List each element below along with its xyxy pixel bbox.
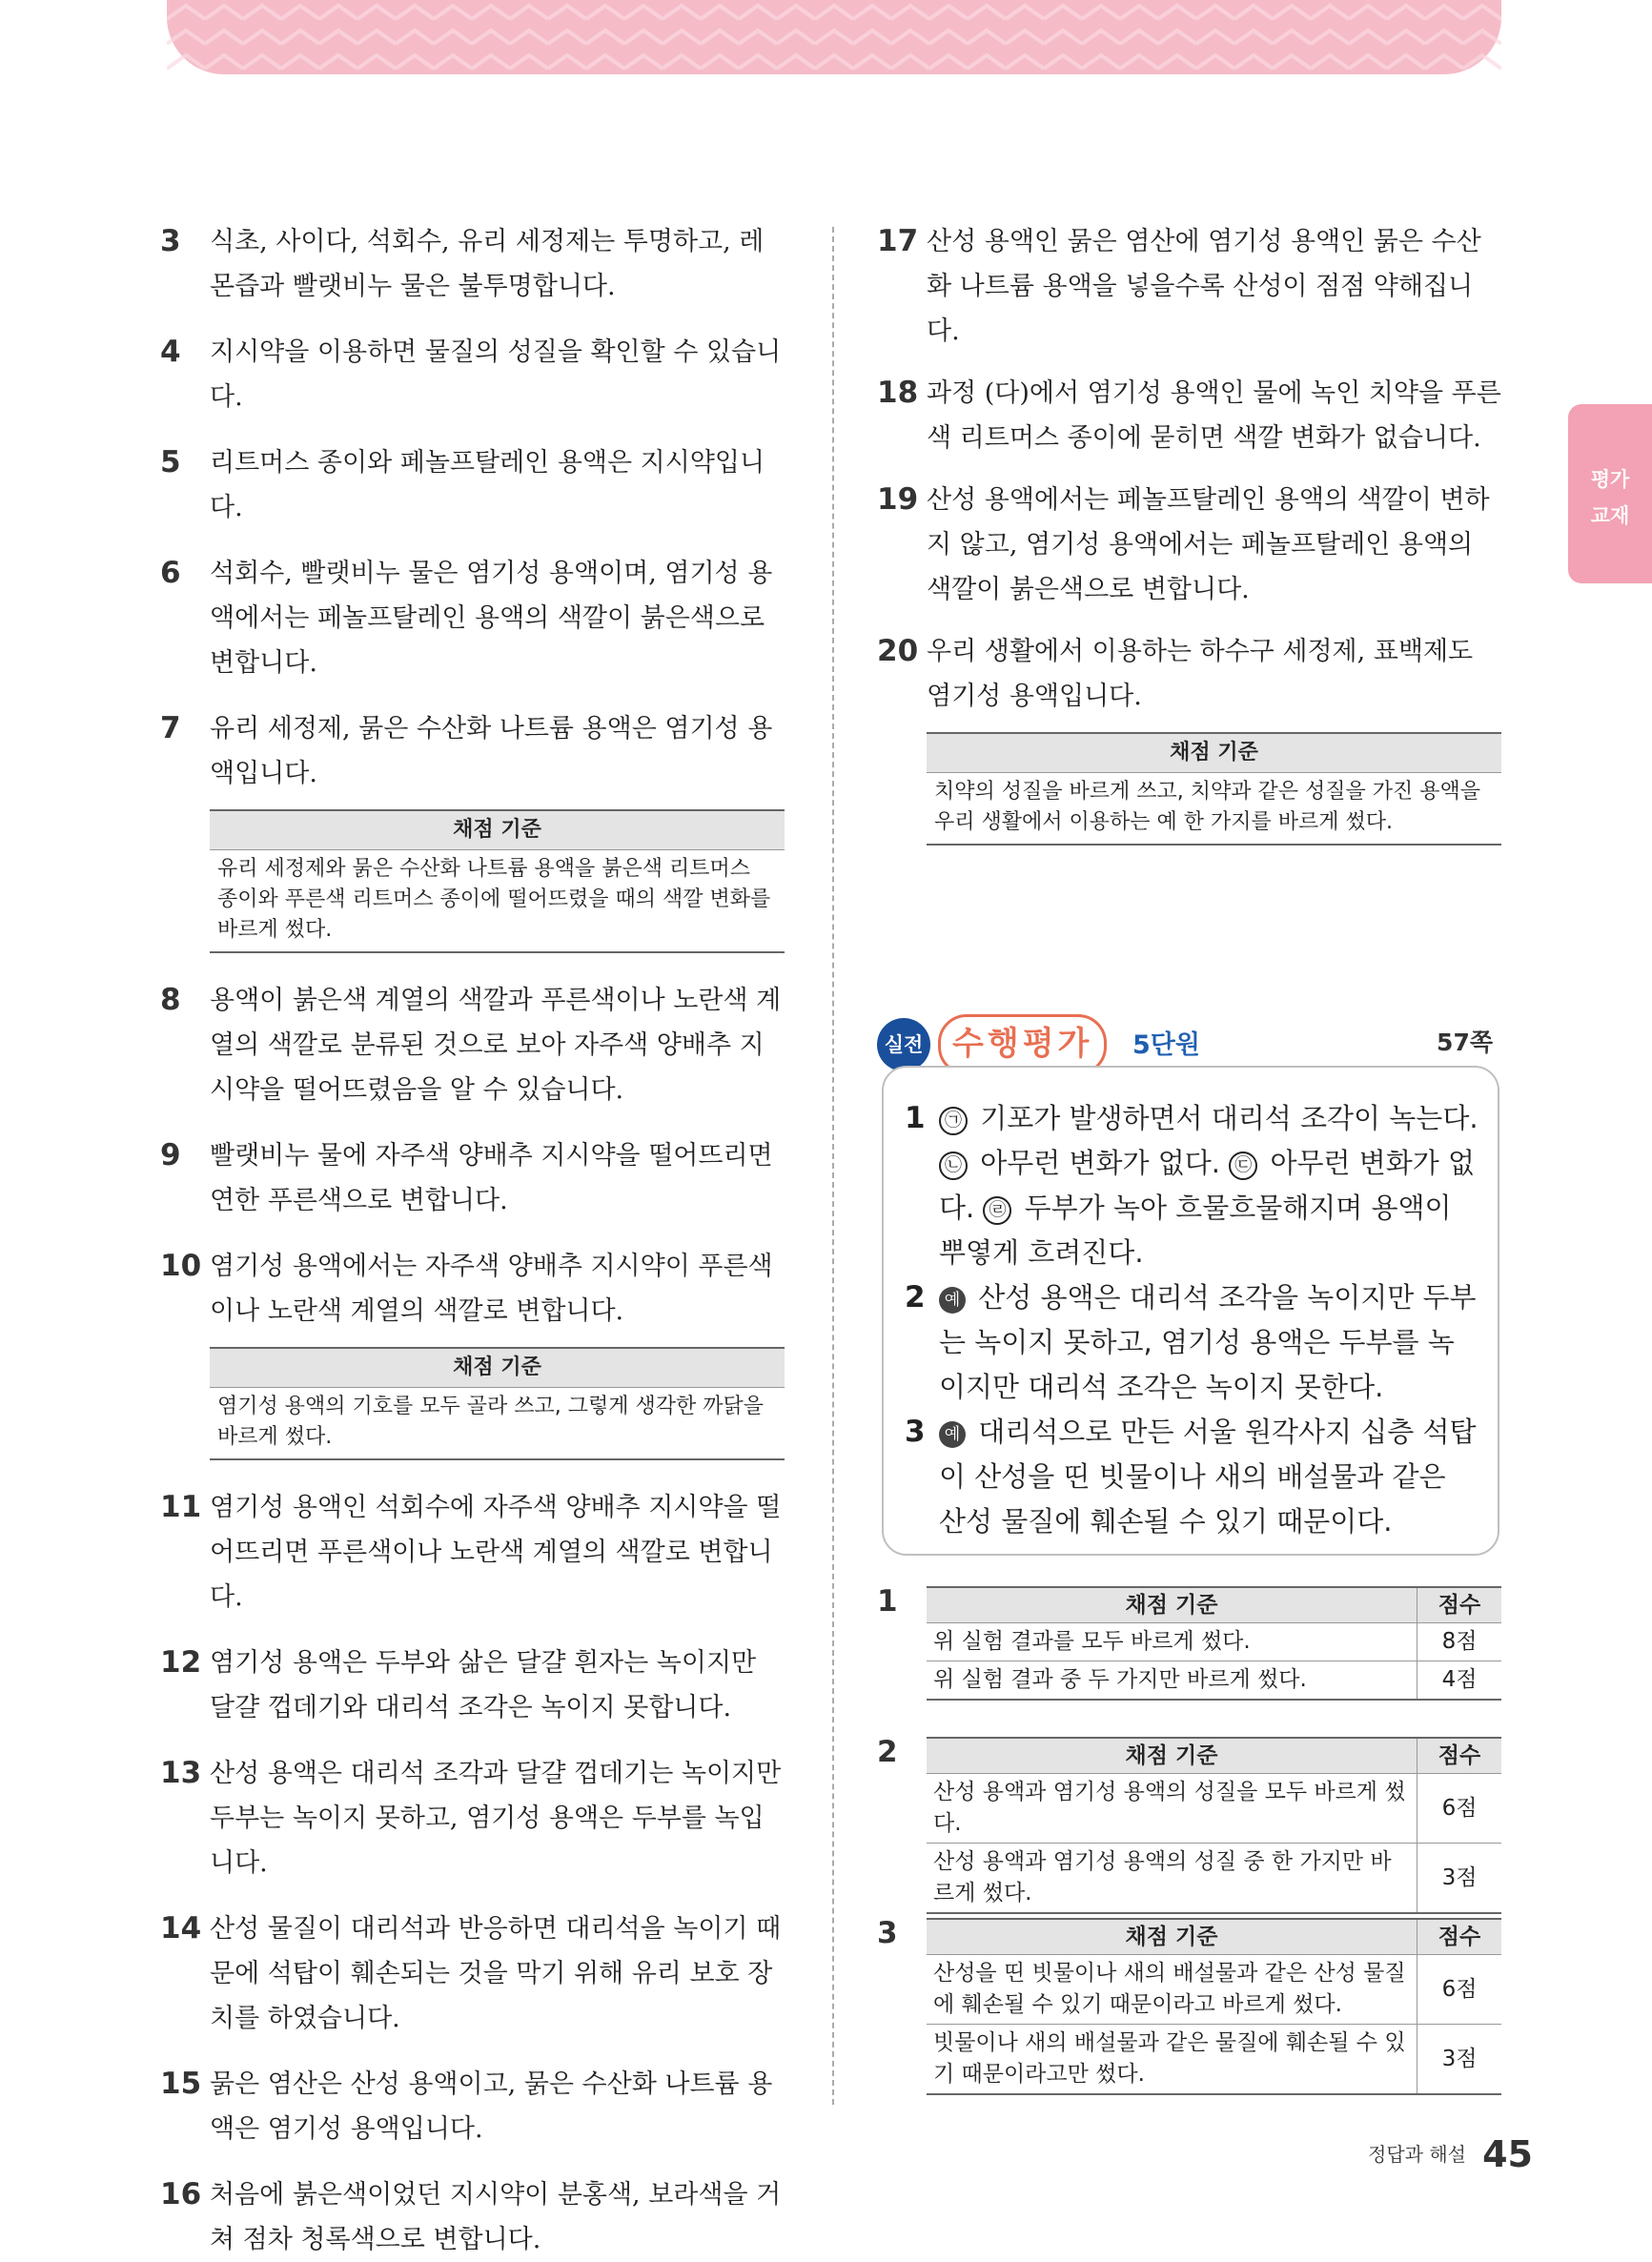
item-number: 9 [160,1138,181,1172]
example-mark: 예 [939,1421,966,1448]
table-row [927,1623,1501,1661]
item-number: 3 [160,224,181,258]
item-text: 석회수, 빨랫비누 물은 염기성 용액이며, 염기성 용액에서는 페놀프탈레인 용액의 색깔이 붉은색으로 변합니다. [210,559,773,678]
criteria-header: 채점 기준 [927,1738,1417,1774]
criteria-box-7 [210,809,785,953]
answer-number: 3 [905,1415,926,1449]
unit-label: 5단원 [1132,1030,1200,1060]
score-cell: 3점 [1417,1844,1502,1914]
item-number: 12 [160,1645,202,1680]
item-number: 14 [160,1911,202,1946]
answer-item-4 [160,330,785,419]
answer-part: 아무런 변화가 없다. [939,1147,1475,1224]
performance-answer-2 [905,1275,1479,1410]
score-header: 점수 [1417,1919,1502,1955]
item-number: 11 [160,1490,202,1524]
item-text: 리트머스 종이와 페놀프탈레인 용액은 지시약입니다. [210,448,765,522]
performance-title: 수행평가 [938,1014,1107,1075]
criteria-cell: 산성을 띤 빗물이나 새의 배설물과 같은 산성 물질에 훼손될 수 있기 때문이라고 바르게 썼다. [927,1955,1417,2025]
table-row [927,1774,1501,1844]
criteria-header: 채점 기준 [210,809,785,850]
page-number: 45 [1482,2133,1533,2175]
item-number: 7 [160,711,181,745]
answer-part: 두부가 녹아 흐물흐물해지며 용액이 뿌옇게 흐려진다. [939,1192,1452,1269]
item-text: 산성 용액인 묽은 염산에 염기성 용액인 묽은 수산화 나트륨 용액을 넣을수록 산성이 점점 약해집니다. [927,227,1481,346]
circled-mark: ㉡ [939,1151,968,1180]
score-cell: 6점 [1417,1955,1502,2025]
answer-item-13 [160,1751,785,1885]
item-text: 묽은 염산은 산성 용액이고, 묽은 수산화 나트륨 용액은 염기성 용액입니다. [210,2069,773,2144]
answer-number: 2 [905,1280,926,1314]
item-number: 5 [160,445,181,479]
criteria-cell: 빗물이나 새의 배설물과 같은 물질에 훼손될 수 있기 때문이라고만 썼다. [927,2025,1417,2095]
item-text: 우리 생활에서 이용하는 하수구 세정제, 표백제도 염기성 용액입니다. [927,637,1474,711]
score-table [927,1586,1501,1701]
score-cell: 6점 [1417,1774,1502,1844]
performance-answer-3 [905,1410,1479,1544]
answer-item-6 [160,551,785,685]
circled-mark: ㉢ [1229,1151,1257,1180]
chevron-pattern [167,0,1501,74]
answer-item-15 [160,2062,785,2151]
right-column [877,219,1502,846]
item-number: 10 [160,1249,202,1283]
answer-item-11 [160,1485,785,1620]
answer-item-18 [877,371,1502,460]
left-column [160,219,785,2262]
answer-item-16 [160,2172,785,2262]
answer-part: 기포가 발생하면서 대리석 조각이 녹는다. [980,1102,1479,1134]
score-header: 점수 [1417,1738,1502,1774]
answer-item-3 [160,219,785,309]
item-text: 지시약을 이용하면 물질의 성질을 확인할 수 있습니다. [210,337,782,412]
criteria-box-20 [927,732,1501,846]
item-text: 식초, 사이다, 석회수, 유리 세정제는 투명하고, 레몬즙과 빨랫비누 물은 불투명합니다. [210,227,765,301]
criteria-header: 채점 기준 [927,1919,1417,1955]
answer-text: 산성 용액은 대리석 조각을 녹이지만 두부는 녹이지 못하고, 염기성 용액은 두부를 녹이지만 대리석 조각은 녹이지 못한다. [939,1281,1477,1403]
circled-mark: ㉠ [939,1107,968,1135]
answer-item-8 [160,978,785,1112]
answer-item-12 [160,1640,785,1730]
table-row [927,2025,1501,2095]
item-text: 산성 용액은 대리석 조각과 달걀 껍데기는 녹이지만 두부는 녹이지 못하고, 염기성 용액은 두부를 녹입니다. [210,1759,782,1878]
answer-item-17 [877,219,1502,354]
top-banner [167,0,1501,74]
criteria-cell: 산성 용액과 염기성 용액의 성질을 모두 바르게 썼다. [927,1774,1417,1844]
item-text: 산성 물질이 대리석과 반응하면 대리석을 녹이기 때문에 석탑이 훼손되는 것을 막기 위해 유리 보호 장치를 하였습니다. [210,1914,782,2033]
criteria-cell: 산성 용액과 염기성 용액의 성질 중 한 가지만 바르게 썼다. [927,1844,1417,1914]
item-number: 15 [160,2067,202,2101]
practice-badge: 실전 [877,1018,930,1071]
answer-item-19 [877,478,1502,612]
table-row [927,1844,1501,1914]
score-table [927,1737,1501,1914]
item-text: 처음에 붉은색이었던 지시약이 분홍색, 보라색을 거쳐 점차 청록색으로 변합니다. [210,2180,782,2254]
side-tab-assessment[interactable] [1568,404,1652,583]
criteria-text: 유리 세정제와 묽은 수산화 나트륨 용액을 붉은색 리트머스 종이와 푸른색 리트머스 종이에 떨어뜨렸을 때의 색깔 변화를 바르게 썼다. [210,850,785,953]
item-number: 20 [877,634,919,668]
table-number: 3 [877,1916,898,1950]
performance-answer-1 [905,1096,1479,1275]
score-cell: 4점 [1417,1661,1502,1701]
item-number: 4 [160,335,181,369]
criteria-header: 채점 기준 [927,1587,1417,1623]
item-number: 18 [877,376,919,410]
score-cell: 3점 [1417,2025,1502,2095]
answer-text: 대리석으로 만든 서울 원각사지 십층 석탑이 산성을 띤 빗물이나 새의 배설물과 같은 산성 물질에 훼손될 수 있기 때문이다. [939,1416,1477,1538]
score-header: 점수 [1417,1587,1502,1623]
page-footer [1368,2133,1533,2175]
footer-label: 정답과 해설 [1368,2143,1466,2166]
item-text: 용액이 붉은색 계열의 색깔과 푸른색이나 노란색 계열의 색깔로 분류된 것으로 보아 자주색 양배추 지시약을 떨어뜨렸음을 알 수 있습니다. [210,986,782,1105]
side-tab-line1: 평가 [1590,468,1630,491]
table-row [927,1661,1501,1701]
answer-number: 1 [905,1101,926,1135]
item-text: 유리 세정제, 묽은 수산화 나트륨 용액은 염기성 용액입니다. [210,714,773,788]
score-table [927,1918,1501,2095]
table-number: 2 [877,1735,898,1769]
answer-item-7 [160,706,785,796]
example-mark: 예 [939,1287,966,1314]
item-text: 과정 (다)에서 염기성 용액인 물에 녹인 치약을 푸른색 리트머스 종이에 묻히면 색깔 변화가 없습니다. [927,378,1501,453]
item-number: 17 [877,224,919,258]
criteria-header: 채점 기준 [927,732,1501,773]
item-text: 염기성 용액은 두부와 삶은 달걀 흰자는 녹이지만 달걀 껍데기와 대리석 조각은 녹이지 못합니다. [210,1648,757,1722]
criteria-text: 치약의 성질을 바르게 쓰고, 치약과 같은 성질을 가진 용액을 우리 생활에서 이용하는 예 한 가지를 바르게 썼다. [927,773,1501,846]
criteria-cell: 위 실험 결과 중 두 가지만 바르게 썼다. [927,1661,1417,1701]
answer-item-9 [160,1133,785,1223]
performance-answer-box [882,1066,1499,1556]
criteria-cell: 위 실험 결과를 모두 바르게 썼다. [927,1623,1417,1661]
answer-item-20 [877,629,1502,719]
answer-item-10 [160,1244,785,1334]
table-row [927,1955,1501,2025]
criteria-box-10 [210,1347,785,1460]
answer-item-14 [160,1906,785,2041]
item-text: 빨랫비누 물에 자주색 양배추 지시약을 떨어뜨리면 연한 푸른색으로 변합니다. [210,1141,773,1215]
item-number: 13 [160,1756,202,1790]
table-number: 1 [877,1584,898,1619]
page-reference: 57쪽 [1437,1029,1493,1056]
item-number: 19 [877,482,919,517]
item-number: 16 [160,2177,202,2211]
item-text: 산성 용액에서는 페놀프탈레인 용액의 색깔이 변하지 않고, 염기성 용액에서는 페놀프탈레인 용액의 색깔이 붉은색으로 변합니다. [927,485,1490,604]
circled-mark: ㉣ [983,1196,1011,1225]
answer-part: 아무런 변화가 없다. [980,1147,1220,1179]
criteria-header: 채점 기준 [210,1347,785,1388]
item-text: 염기성 용액에서는 자주색 양배추 지시약이 푸른색이나 노란색 계열의 색깔로 변합니다. [210,1252,773,1326]
item-text: 염기성 용액인 석회수에 자주색 양배추 지시약을 떨어뜨리면 푸른색이나 노란색 계열의 색깔로 변합니다. [210,1493,782,1612]
criteria-text: 염기성 용액의 기호를 모두 골라 쓰고, 그렇게 생각한 까닭을 바르게 썼다. [210,1388,785,1460]
side-tab-line2: 교재 [1590,504,1630,527]
item-number: 8 [160,983,181,1017]
column-divider [832,227,834,2105]
score-cell: 8점 [1417,1623,1502,1661]
answer-item-5 [160,440,785,530]
item-number: 6 [160,556,181,590]
